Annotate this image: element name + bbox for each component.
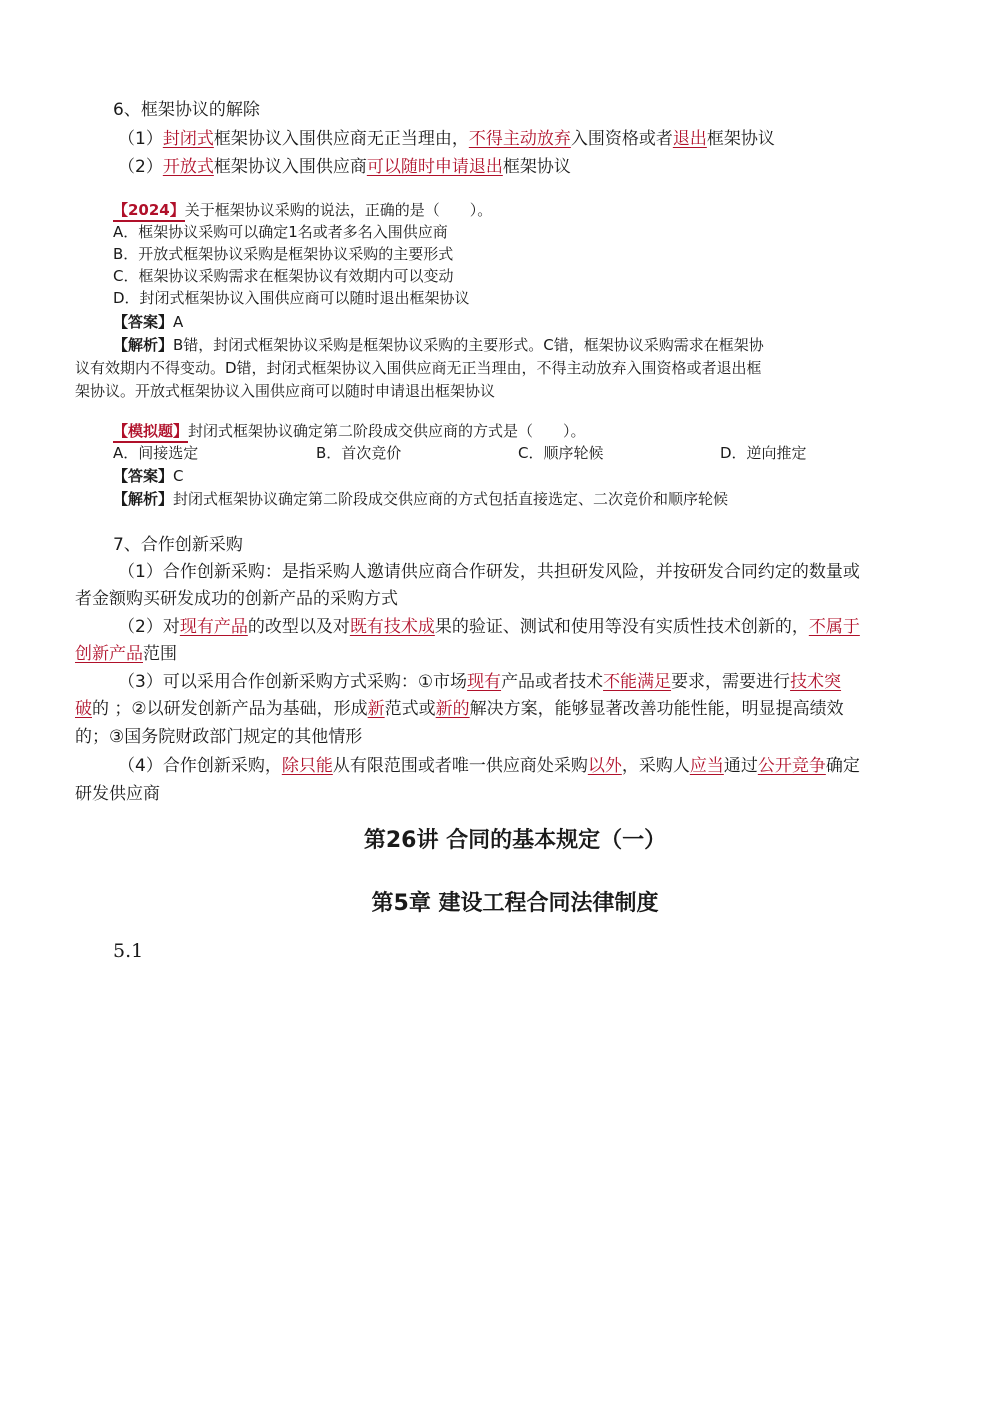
question-2024-analysis-line-2: 议有效期内不得变动。D错，封闭式框架协议入围供应商无正当理由，不得主动放弃入围资格或者退出框 <box>75 359 762 377</box>
keyword-closed: 封闭式 <box>162 129 214 149</box>
section-7-item-1-line-1: （1）合作创新采购：是指采购人邀请供应商合作研发，共担研发风险，并按研发合同约定的数量或 <box>118 562 860 582</box>
section-7-item-2-line-2: 创新产品范围 <box>75 644 177 664</box>
question-2024-answer: 【答案】A <box>113 313 184 331</box>
section-6-item-1: （1）封闭式框架协议入围供应商无正当理由，不得主动放弃入围资格或者退出框架协议 <box>118 129 775 149</box>
lecture-title: 第26讲 合同的基本规定（一） <box>363 828 667 853</box>
keyword-no-quit: 不得主动放弃 <box>468 129 571 149</box>
question-mock-option-c: C．顺序轮候 <box>518 444 604 462</box>
question-2024-option-b: B．开放式框架协议采购是框架协议采购的主要形式 <box>113 245 454 263</box>
section-7-item-4-line-2: 研发供应商 <box>75 784 160 804</box>
question-2024-option-d: D．封闭式框架协议入围供应商可以随时退出框架协议 <box>113 289 470 307</box>
section-6-title: 6、框架协议的解除 <box>113 100 260 120</box>
section-7-title: 7、合作创新采购 <box>113 535 243 555</box>
question-2024-analysis-line-3: 架协议。开放式框架协议入围供应商可以随时申请退出框架协议 <box>75 382 496 400</box>
question-mock-analysis: 【解析】封闭式框架协议确定第二阶段成交供应商的方式包括直接选定、二次竞价和顺序轮候 <box>113 490 729 508</box>
question-2024-option-a: A．框架协议采购可以确定1名或者多名入围供应商 <box>113 223 448 241</box>
question-tag: 【模拟题】 <box>113 422 188 443</box>
section-7-item-3-line-3: 的；③国务院财政部门规定的其他情形 <box>75 727 363 747</box>
question-mock-option-a: A．间接选定 <box>113 444 199 462</box>
keyword-open: 开放式 <box>162 157 214 177</box>
keyword-anytime-exit: 可以随时申请退出 <box>366 157 503 177</box>
section-7-item-1-line-2: 者金额购买研发成功的创新产品的采购方式 <box>75 589 398 609</box>
question-mock-stem: 【模拟题】封闭式框架协议确定第二阶段成交供应商的方式是（ ）。 <box>113 420 586 442</box>
section-7-item-3-line-2: 破的 ；②以研发创新产品为基础，形成新范式或新的解决方案，能够显著改善功能性能，明显提高绩效 <box>75 699 844 719</box>
question-2024-option-c: C．框架协议采购需求在框架协议有效期内可以变动 <box>113 267 454 285</box>
question-2024-stem: 【2024】关于框架协议采购的说法，正确的是（ ）。 <box>113 199 492 221</box>
section-number: 5.1 <box>113 940 144 962</box>
keyword-exit: 退出 <box>672 129 707 149</box>
section-7-item-4-line-1: （4）合作创新采购，除只能从有限范围或者唯一供应商处采购以外，采购人应当通过公开竞争确定 <box>118 756 860 776</box>
section-7-item-2-line-1: （2）对现有产品的改型以及对既有技术成果的验证、测试和使用等没有实质性技术创新的，不属于 <box>118 617 860 637</box>
question-mock-option-d: D．逆向推定 <box>720 444 807 462</box>
question-mock-option-b: B．首次竞价 <box>316 444 402 462</box>
section-7-item-3-line-1: （3）可以采用合作创新采购方式采购：①市场现有产品或者技术不能满足要求，需要进行技术突 <box>118 672 842 692</box>
question-2024-analysis-line-1: 【解析】B错，封闭式框架协议采购是框架协议采购的主要形式。C错，框架协议采购需求在框架协 <box>113 336 764 354</box>
chapter-title: 第5章 建设工程合同法律制度 <box>371 891 659 916</box>
question-mock-answer: 【答案】C <box>113 467 184 485</box>
section-6-item-2: （2）开放式框架协议入围供应商可以随时申请退出框架协议 <box>118 157 571 177</box>
question-tag: 【2024】 <box>113 201 185 222</box>
